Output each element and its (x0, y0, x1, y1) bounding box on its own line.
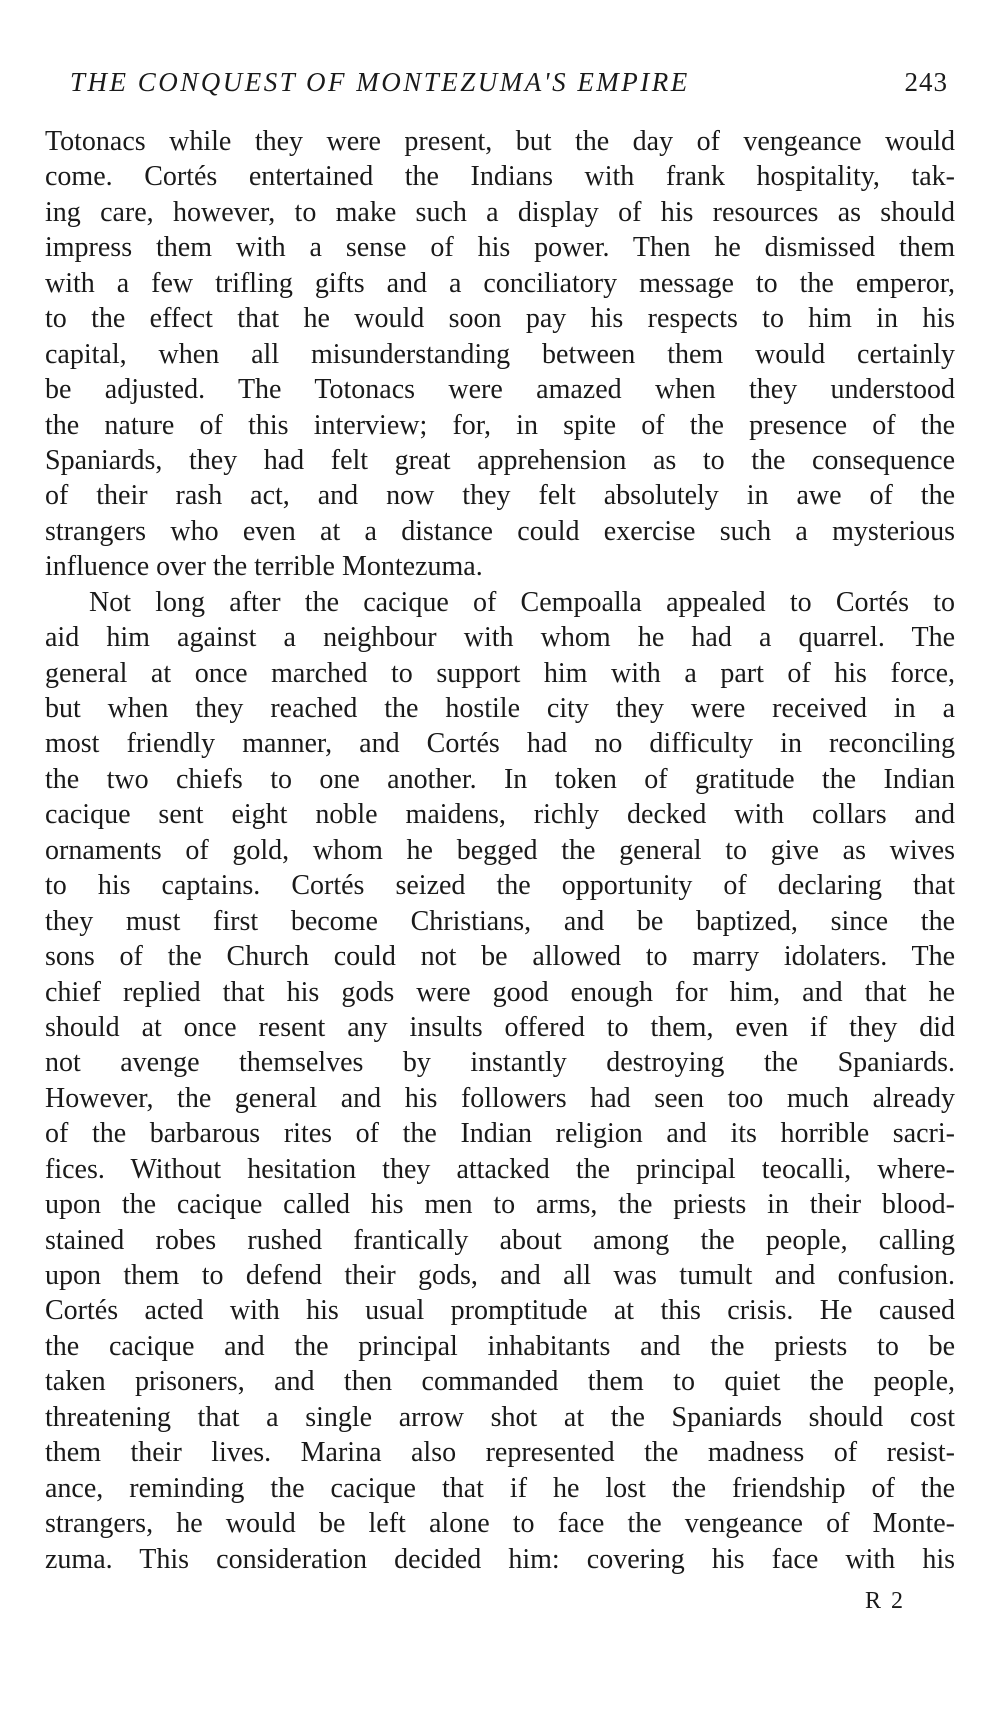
text-line: the cacique and the principal inhabitants and the priests to be (45, 1330, 955, 1362)
text-line: taken prisoners, and then commanded them to quiet the people, (45, 1366, 955, 1398)
text-line: strangers who even at a distance could exercise such a mysterious (45, 515, 955, 547)
text-line: capital, when all misunderstanding between them would certainly (45, 338, 955, 370)
text-line: of their rash act, and now they felt absolutely in awe of the (45, 480, 955, 512)
text-line: the two chiefs to one another. In token of gratitude the Indian (45, 763, 955, 795)
text-line: zuma. This consideration decided him: covering his face with his (45, 1543, 955, 1575)
text-line: to the effect that he would soon pay his respects to him in his (45, 303, 955, 335)
text-line: to his captains. Cortés seized the opportunity of declaring that (45, 870, 955, 902)
text-line: be adjusted. The Totonacs were amazed when they understood (45, 374, 955, 406)
body-text (45, 124, 955, 1577)
text-line: stained robes rushed frantically about among the people, calling (45, 1224, 955, 1256)
signature-mark: R 2 (864, 1588, 905, 1614)
text-line: should at once resent any insults offered to them, even if they did (45, 1011, 955, 1043)
text-line: threatening that a single arrow shot at the Spaniards should cost (45, 1401, 955, 1433)
text-line: they must first become Christians, and be baptized, since the (45, 905, 955, 937)
text-line: upon them to defend their gods, and all was tumult and confusion. (45, 1260, 955, 1291)
text-line: chief replied that his gods were good enough for him, and that he (45, 976, 955, 1008)
text-line: fices. Without hesitation they attacked the principal teocalli, where- (45, 1153, 955, 1185)
page-number: 243 (904, 67, 948, 97)
text-line: of the barbarous rites of the Indian religion and its horrible sacri- (45, 1118, 955, 1150)
text-line: general at once marched to support him with a part of his force, (45, 657, 955, 689)
text-line: Cortés acted with his usual promptitude at this crisis. He caused (45, 1295, 955, 1327)
text-line: strangers, he would be left alone to face the vengeance of Monte- (45, 1508, 955, 1540)
running-head (70, 62, 948, 102)
text-line: Spaniards, they had felt great apprehension as to the consequence (45, 444, 955, 476)
text-line: impress them with a sense of his power. Then he dismissed them (45, 232, 955, 264)
text-line: with a few trifling gifts and a conciliatory message to the emperor, (45, 267, 955, 299)
text-line: ornaments of gold, whom he begged the general to give as wives (45, 834, 955, 866)
text-line: However, the general and his followers had seen too much already (45, 1082, 955, 1114)
text-line: aid him against a neighbour with whom he had a quarrel. The (45, 622, 955, 654)
running-head-title: THE CONQUEST OF MONTEZUMA'S EMPIRE (70, 67, 690, 97)
text-line: cacique sent eight noble maidens, richly decked with collars and (45, 799, 955, 831)
text-line: not avenge themselves by instantly destroying the Spaniards. (45, 1047, 955, 1079)
text-line: ance, reminding the cacique that if he lost the friendship of the (45, 1472, 955, 1504)
text-line: the nature of this interview; for, in spite of the presence of the (45, 409, 955, 441)
text-line: upon the cacique called his men to arms, the priests in their blood- (45, 1189, 955, 1221)
text-line: most friendly manner, and Cortés had no difficulty in reconciling (45, 728, 955, 760)
text-line: Totonacs while they were present, but the day of vengeance would (45, 126, 955, 157)
paragraph-end-line: influence over the terrible Montezuma. (45, 551, 483, 583)
text-line: them their lives. Marina also represented the madness of resist- (45, 1437, 955, 1469)
text-line: but when they reached the hostile city they were received in a (45, 693, 955, 724)
text-line: come. Cortés entertained the Indians with frank hospitality, tak- (45, 161, 955, 193)
text-line: ing care, however, to make such a display of his resources as should (45, 196, 955, 228)
paragraph-start-line: Not long after the cacique of Cempoalla appealed to Cortés to (89, 586, 955, 618)
text-line: sons of the Church could not be allowed to marry idolaters. The (45, 941, 955, 973)
